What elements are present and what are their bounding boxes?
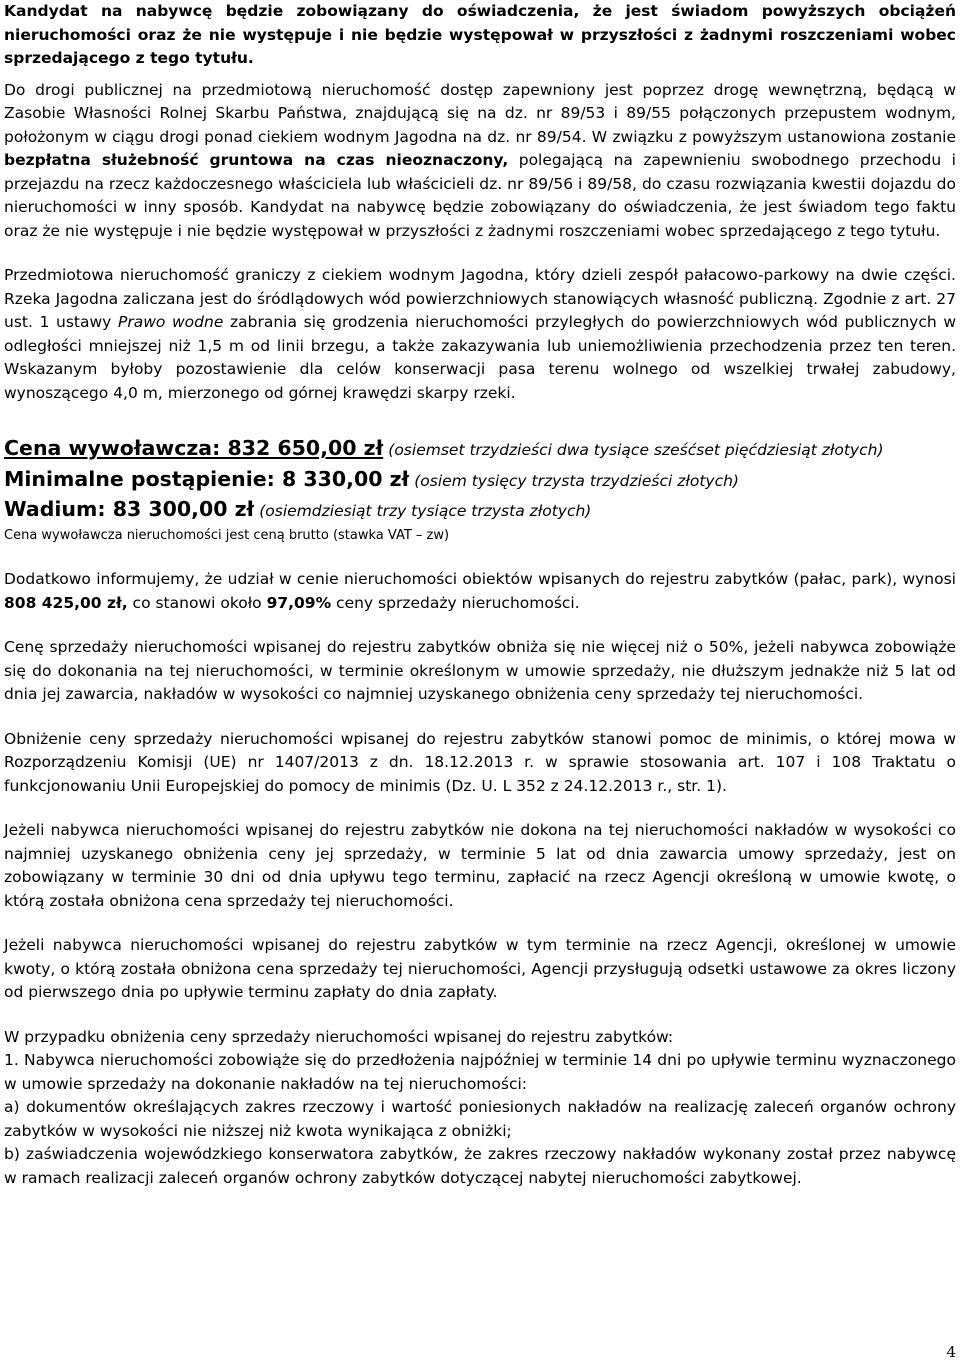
starting-price-label: Cena wywoławcza: 832 650,00 zł <box>4 436 384 460</box>
easement-bold-text: bezpłatna służebność gruntowa na czas nieoznaczony, <box>4 151 509 169</box>
page-number: 4 <box>946 1343 956 1361</box>
watercourse-text-end: zabrania się grodzenia nieruchomości przyległych do powierzchniowych wód publicznych w odległości mniejszej niż 1,5 m od linii brzegu, a także zakazywania lub uniemożliwienia przechodzenia przez ten teren. Wskazanym byłoby pozostawienie dla celów konserwacji pasa terenu wolnego od wszelkiej trwałej zabudowy, wynoszącego 4,0 m, mierzonego od górnej krawędzi skarpy rzeki. <box>4 313 957 402</box>
price-summary <box>4 433 956 547</box>
minimum-increment-words: (osiem tysięcy trzysta trzydzieści złotych) <box>414 472 739 490</box>
deposit-label: Wadium: 83 300,00 zł <box>4 497 255 521</box>
deposit-line <box>4 495 956 525</box>
heritage-share-text-2: co stanowi około <box>127 593 267 612</box>
heritage-share-percent: 97,09% <box>266 593 332 612</box>
deposit-words: (osiemdziesiąt trzy tysiące trzysta złotych) <box>259 502 592 520</box>
starting-price-words: (osiemset trzydzieści dwa tysiące sześćset pięćdziesiąt złotych) <box>388 441 884 459</box>
vat-note: Cena wywoławcza nieruchomości jest ceną brutto (stawka VAT – zw) <box>4 528 450 543</box>
heritage-share-paragraph <box>4 568 956 615</box>
de-minimis-paragraph: Obniżenie ceny sprzedaży nieruchomości wpisanej do rejestru zabytków stanowi pomoc de minimis, o której mowa w Rozporządzeniu Komisji (UE) nr 1407/2013 z dn. 18.12.2013 r. w sprawie stosowania art. 107 i 108 Traktatu o funkcjonowaniu Unii Europejskiej do pomocy de minimis (Dz. U. L 352 z 24.12.2013 r., str. 1). <box>4 729 956 795</box>
condition-item-a: a) dokumentów określających zakres rzeczowy i wartość poniesionych nakładów na realizację zaleceń organów ochrony zabytków w wysokości nie niższej niż kwota wynikająca z obniżki; <box>4 1098 956 1140</box>
reduction-conditions-list <box>4 1026 956 1191</box>
condition-item-b: b) zaświadczenia wojewódzkiego konserwatora zabytków, że zakres rzeczowy nakładów wykonany został przez nabywcę w ramach realizacji zaleceń organów ochrony zabytków dotyczącej nabytej nieruchomości zabytkowej. <box>4 1145 956 1187</box>
heritage-share-amount: 808 425,00 zł, <box>4 593 128 612</box>
road-access-text-end: polegającą na zapewnieniu swobodnego przechodu i przejazdu na rzecz każdoczesnego właściciela lub właścicieli dz. nr 89/56 i 89/58, do czasu rozwiązania kwestii dojazdu do nieruchomości w inny sposób. Kandydat na nabywcę będzie zobowiązany do oświadczenia, że jest świadom tego faktu oraz że nie występuje i nie będzie występował w przyszłości z żadnymi roszczeniami wobec sprzedającego z tego tytułu. <box>4 151 956 240</box>
interest-paragraph: Jeżeli nabywca nieruchomości wpisanej do rejestru zabytków w tym terminie na rzecz Agencji, określonej w umowie kwoty, o którą została obniżona cena sprzedaży tej nieruchomości, Agencji przysługują odsetki ustawowe za okres liczony od pierwszego dnia po upływie terminu zapłaty do dnia zapłaty. <box>4 936 956 1001</box>
condition-item-1: 1. Nabywca nieruchomości zobowiąże się do przedłożenia najpóźniej w terminie 14 dni po upływie terminu wyznaczonego w umowie sprzedaży na dokonanie nakładów na tej nieruchomości: <box>4 1051 956 1093</box>
starting-price-line <box>4 433 956 465</box>
price-reduction-paragraph: Cenę sprzedaży nieruchomości wpisanej do rejestru zabytków obniża się nie więcej niż o 50%, jeżeli nabywca zobowiąże się do dokonania na tej nieruchomości, w terminie określonym w umowie sprzedaży, nie dłuższym jednakże niż 5 lat od dnia jej zawarcia, nakładów w wysokości co najmniej uzyskanego obniżenia ceny sprzedaży tej nieruchomości. <box>4 638 956 703</box>
reduction-conditions-intro: W przypadku obniżenia ceny sprzedaży nieruchomości wpisanej do rejestru zabytków: <box>4 1027 674 1046</box>
heritage-share-text-1: Dodatkowo informujemy, że udział w cenie nieruchomości obiektów wpisanych do rejestru zabytków (pałac, park), wynosi <box>4 570 956 588</box>
road-access-paragraph <box>4 79 956 244</box>
watercourse-paragraph <box>4 264 956 405</box>
heritage-share-text-3: ceny sprzedaży nieruchomości. <box>331 593 580 612</box>
minimum-increment-label: Minimalne postąpienie: 8 330,00 zł <box>4 467 410 491</box>
document-page <box>4 0 956 1190</box>
claims-declaration-paragraph: Kandydat na nabywcę będzie zobowiązany do oświadczenia, że jest świadom powyższych obciążeń nieruchomości oraz że nie występuje i nie będzie występował w przyszłości z żadnymi roszczeniami wobec sprzedającego z tego tytułu. <box>4 2 956 67</box>
water-law-title: Prawo wodne <box>118 313 224 331</box>
road-access-text-start: Do drogi publicznej na przedmiotową nieruchomość dostęp zapewniony jest poprzez drogę wewnętrzną, będącą w Zasobie Własności Rolnej Skarbu Państwa, znajdującą się na dz. nr 89/53 i 89/55 połączonych przepustem wodnym, położonym w ciągu drogi ponad ciekiem wodnym Jagodna na dz. nr 89/54. W związku z powyższym ustanowiona zostanie <box>4 80 956 146</box>
minimum-increment-line <box>4 465 956 495</box>
repayment-obligation-paragraph: Jeżeli nabywca nieruchomości wpisanej do rejestru zabytków nie dokona na tej nieruchomości nakładów w wysokości co najmniej uzyskanego obniżenia ceny jej sprzedaży, w terminie 5 lat od dnia zawarcia umowy sprzedaży, jest on zobowiązany w terminie 30 dni od dnia upływu tego terminu, zapłacić na rzecz Agencji określoną w umowie kwotę, o którą została obniżona cena sprzedaży tej nieruchomości. <box>4 821 956 910</box>
watercourse-text-start: Przedmiotowa nieruchomość graniczy z ciekiem wodnym Jagodna, który dzieli zespół pałacowo-parkowy na dwie części. Rzeka Jagodna zaliczana jest do śródlądowych wód powierzchniowych stanowiących własność publiczną. Zgodnie z art. 27 ust. 1 ustawy <box>4 266 956 331</box>
